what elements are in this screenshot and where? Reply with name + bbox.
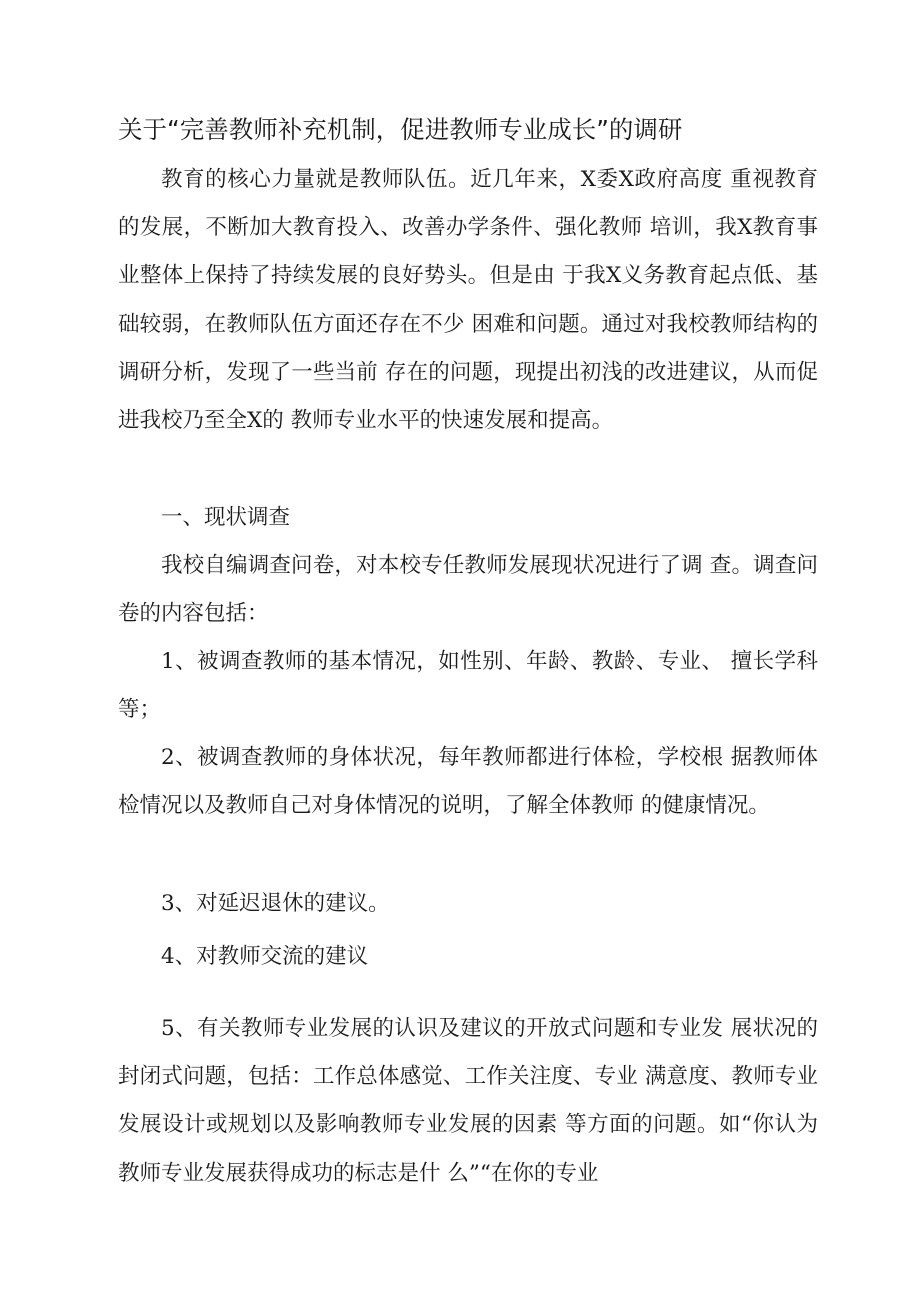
list-item-4: 4、对教师交流的建议 [161,944,369,969]
list-item-2: 2、被调查教师的身体状况，每年教师都进行体检，学校根 据教师体检情况以及教师自己对身体情况的说明，了解全体教师 的健康情况。 [118,745,818,819]
document-title: 关于“完善教师补充机制，促进教师专业成长”的调研 [118,115,683,144]
list-item-3: 3、对延迟退休的建议。 [161,891,390,916]
paragraph-survey: 我校自编调查问卷，对本校专任教师发展现状况进行了调 查。调查问卷的内容包括： [118,553,818,627]
section-heading-status-survey: 一、现状调查 [161,505,291,530]
list-item-1: 1、被调查教师的基本情况，如性别、年龄、教龄、专业、 擅长学科等； [118,649,818,723]
paragraph-intro: 教育的核心力量就是教师队伍。近几年来，X委X政府高度 重视教育的发展，不断加大教育投入、改善办学条件、强化教师 培训，我X教育事业整体上保持了持续发展的良好势头。但是由 于我X义务教育起点低、基础较弱，在教师队伍方面还存在不少 困难和问题。通过对我校教师结构的调研分析，发现了一些当前 存在的问题，现提出初浅的改进建议，从而促进我校乃至全X的 教师专业水平的快速发展和提高。 [118,167,818,434]
list-item-5: 5、有关教师专业发展的认识及建议的开放式问题和专业发 展状况的封闭式问题，包括：工作总体感觉、工作关注度、专业 满意度、教师专业发展设计或规划以及影响教师专业发展的因素 等方面的问题。如“你认为教师专业发展获得成功的标志是什 么”“在你的专业 [118,1016,818,1186]
